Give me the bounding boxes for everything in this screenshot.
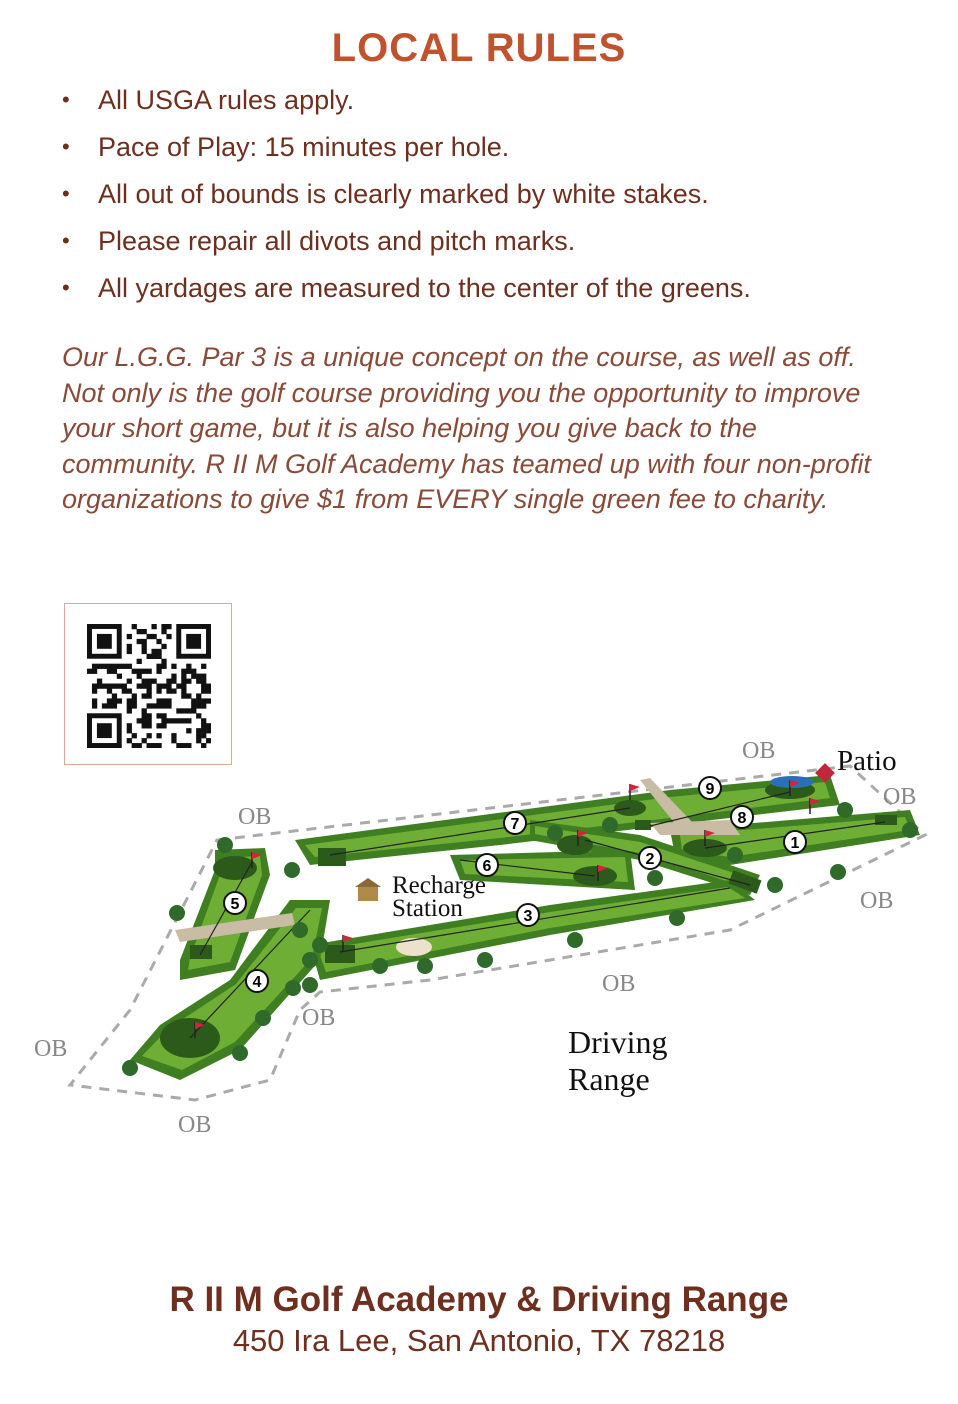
- tree-icon: [255, 1010, 271, 1026]
- ob-label: OB: [34, 1036, 68, 1062]
- hole-marker-4: [246, 970, 268, 992]
- ob-label: OB: [742, 738, 776, 764]
- tree-icon: [232, 1045, 248, 1061]
- tree-icon: [417, 958, 433, 974]
- rule-item: • All out of bounds is clearly marked by white stakes.: [62, 176, 751, 223]
- tree-icon: [647, 870, 663, 886]
- tree-icon: [727, 847, 743, 863]
- tree-icon: [830, 864, 846, 880]
- hole-number: 2: [645, 851, 655, 868]
- hole-number: 7: [510, 816, 520, 833]
- tree-icon: [169, 905, 185, 921]
- patio-label: Patio: [837, 745, 897, 777]
- hole-number: 4: [252, 974, 262, 991]
- academy-address: 450 Ira Lee, San Antonio, TX 78218: [232, 1323, 726, 1358]
- tree-icon: [477, 952, 493, 968]
- tree-icon: [669, 910, 685, 926]
- local-rules-list: [62, 82, 751, 317]
- tree-icon: [217, 837, 233, 853]
- rule-item: • All yardages are measured to the center of the greens.: [62, 270, 751, 317]
- page-title: LOCAL RULES: [331, 26, 627, 70]
- rule-item: • Please repair all divots and pitch marks.: [62, 223, 751, 270]
- hole-marker-7: [504, 812, 526, 834]
- ob-label: OB: [602, 971, 636, 997]
- tree-icon: [122, 1060, 138, 1076]
- hole-marker-9: [699, 777, 721, 799]
- hole-marker-3: [517, 904, 539, 926]
- rule-item: • Pace of Play: 15 minutes per hole.: [62, 129, 751, 176]
- ob-label: OB: [178, 1112, 212, 1138]
- intro-paragraph: Our L.G.G. Par 3 is a unique concept on the course, as well as off. Not only is the golf course providing you the opportunity to improve your short game, but it is also helping you give back to the community. R II M Golf Academy has teamed up with four non-profit organizations to give $1 from EVERY single green fee to charity.: [62, 342, 871, 515]
- hole-number: 1: [790, 835, 800, 852]
- hole-number: 3: [523, 908, 533, 925]
- tree-icon: [284, 862, 300, 878]
- tree-icon: [767, 877, 783, 893]
- driving-range-label: Range: [568, 1061, 650, 1097]
- ob-label: OB: [860, 888, 894, 914]
- academy-name: R II M Golf Academy & Driving Range: [169, 1280, 789, 1319]
- rule-item: • All USGA rules apply.: [62, 82, 751, 129]
- tree-icon: [547, 825, 563, 841]
- driving-range-label: Driving: [568, 1024, 668, 1060]
- hole-number: 5: [230, 896, 240, 913]
- tree-icon: [302, 977, 318, 993]
- tree-icon: [285, 980, 301, 996]
- hole-marker-8: [731, 806, 753, 828]
- hole-marker-5: [224, 892, 246, 914]
- hole-number: 9: [705, 781, 715, 798]
- tree-icon: [372, 958, 388, 974]
- ob-label: OB: [883, 784, 917, 810]
- tree-icon: [292, 922, 308, 938]
- tree-icon: [837, 802, 853, 818]
- ob-label: OB: [302, 1005, 336, 1031]
- bunker: [396, 938, 432, 956]
- hole-number: 8: [737, 810, 747, 827]
- tree-icon: [312, 937, 328, 953]
- tree-icon: [302, 952, 318, 968]
- course-map: [30, 730, 930, 1150]
- ob-label: OB: [238, 804, 272, 830]
- recharge-station-label: Station: [392, 895, 463, 922]
- recharge-station-icon: [355, 878, 381, 901]
- tree-icon: [902, 822, 918, 838]
- hole-marker-1: [784, 831, 806, 853]
- tree-icon: [602, 817, 618, 833]
- recharge-station-label: Recharge: [392, 872, 486, 899]
- tree-icon: [567, 932, 583, 948]
- hole-number: 6: [482, 858, 492, 875]
- hole-marker-2: [639, 847, 661, 869]
